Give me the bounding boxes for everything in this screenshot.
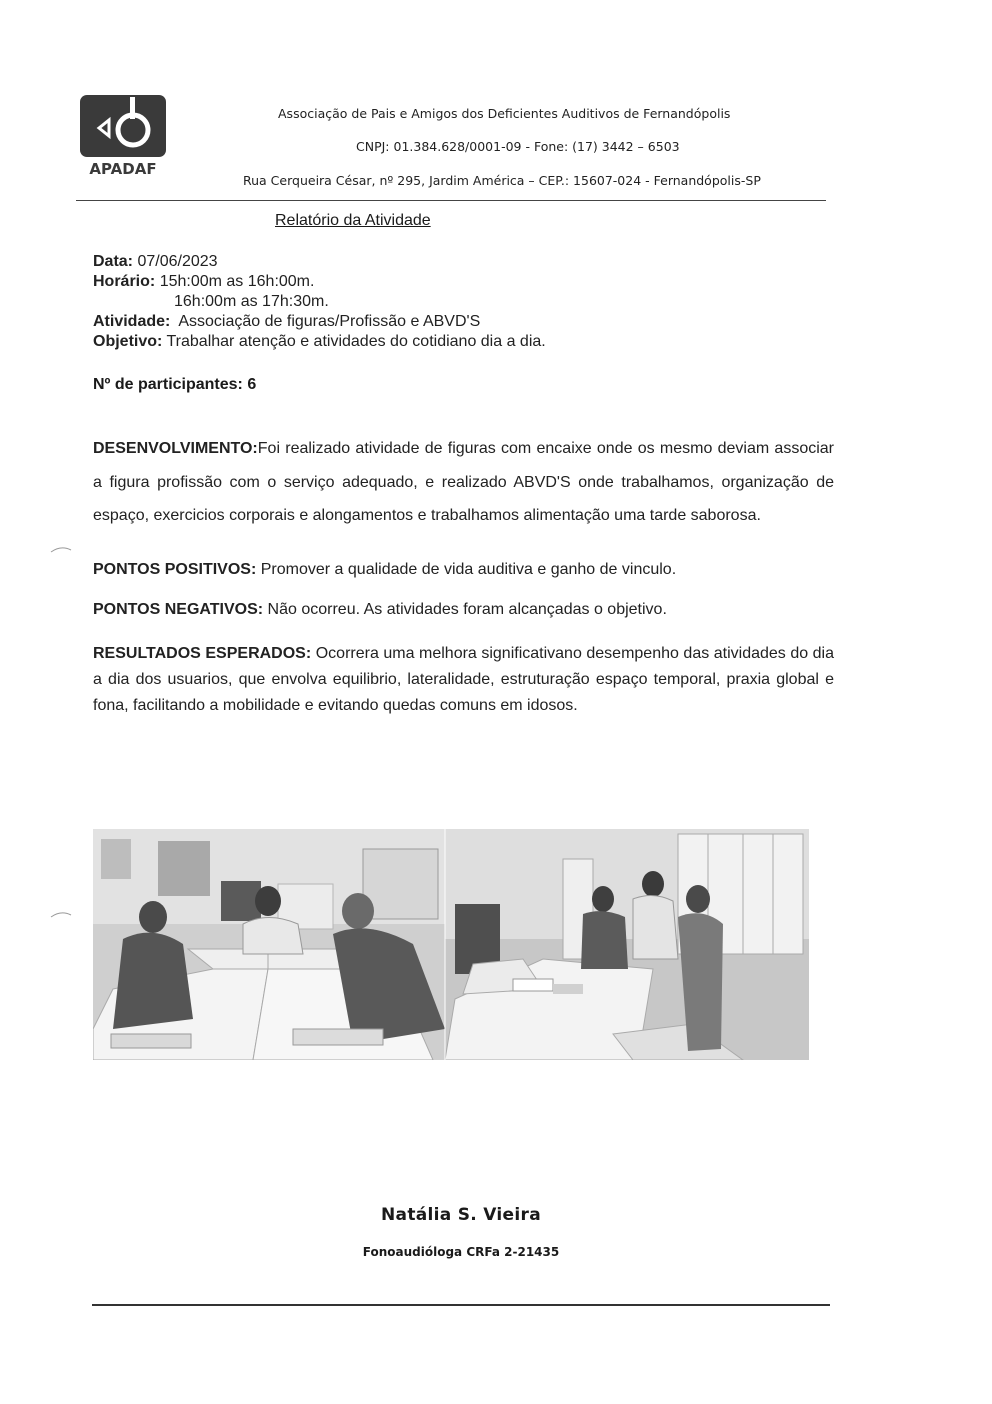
report-title: Relatório da Atividade (275, 212, 431, 229)
negative-points (93, 600, 834, 620)
negative-text: Não ocorreu. As atividades foram alcançadas o objetivo. (267, 601, 667, 618)
header-divider (76, 200, 826, 201)
positive-label: PONTOS POSITIVOS: (93, 561, 257, 578)
expected-results (93, 641, 834, 719)
date-label: Data: (93, 253, 134, 270)
cnpj-phone: CNPJ: 01.384.628/0001-09 - Fone: (17) 3442 – 6503 (356, 139, 680, 154)
activity-label: Atividade: (93, 313, 171, 330)
organization-name: Associação de Pais e Amigos dos Deficientes Auditivos de Fernandópolis (278, 106, 731, 121)
signature-name: Natália S. Vieira (381, 1205, 541, 1225)
apadaf-logo (79, 94, 167, 180)
positive-points (93, 560, 834, 580)
development-label: DESENVOLVIMENTO: (93, 440, 258, 457)
address: Rua Cerqueira César, nº 295, Jardim América – CEP.: 15607-024 - Fernandópolis-SP (243, 173, 761, 188)
time-value-1: 15h:00m as 16h:00m. (159, 273, 315, 290)
results-label: RESULTADOS ESPERADOS: (93, 645, 312, 662)
signature-role: Fonoaudióloga CRFa 2-21435 (362, 1245, 560, 1259)
development-text: Foi realizado atividade de figuras com encaixe onde os mesmo deviam associar a figura profissão com o serviço adequado, e realizado ABVD'S onde trabalhamos, organização de espaço, exercicios corporais e alongamentos e trabalhamos alimentação uma tarde saborosa. (93, 440, 834, 524)
footer-divider (92, 1304, 830, 1306)
negative-label: PONTOS NEGATIVOS: (93, 601, 264, 618)
participants-count: Nº de participantes: 6 (93, 376, 257, 393)
logo-text: APADAF (89, 160, 157, 178)
positive-text: Promover a qualidade de vida auditiva e ganho de vinculo. (260, 561, 677, 578)
objective-label: Objetivo: (93, 333, 163, 350)
activity-photo-left (93, 829, 445, 1060)
scan-mark (50, 910, 72, 918)
activity-value: Associação de figuras/Profissão e ABVD'S (178, 313, 481, 330)
activity-photo (93, 829, 809, 1060)
scan-mark (50, 545, 72, 553)
development-section (93, 432, 834, 533)
objective-value: Trabalhar atenção e atividades do cotidiano dia a dia. (166, 333, 546, 350)
activity-photo-right (445, 829, 809, 1060)
results-text: Ocorrera uma melhora significativano desempenho das atividades do dia a dia dos usuarios, que envolva equilibrio, lateralidade, estruturação espaço temporal, praxia global e fona, facilitando a mobilidade e evitando quedas comuns em idosos. (93, 645, 835, 714)
report-info (93, 252, 546, 352)
time-value-2: 16h:00m as 17h:30m. (174, 293, 329, 310)
time-label: Horário: (93, 273, 156, 290)
date-value: 07/06/2023 (137, 253, 218, 270)
